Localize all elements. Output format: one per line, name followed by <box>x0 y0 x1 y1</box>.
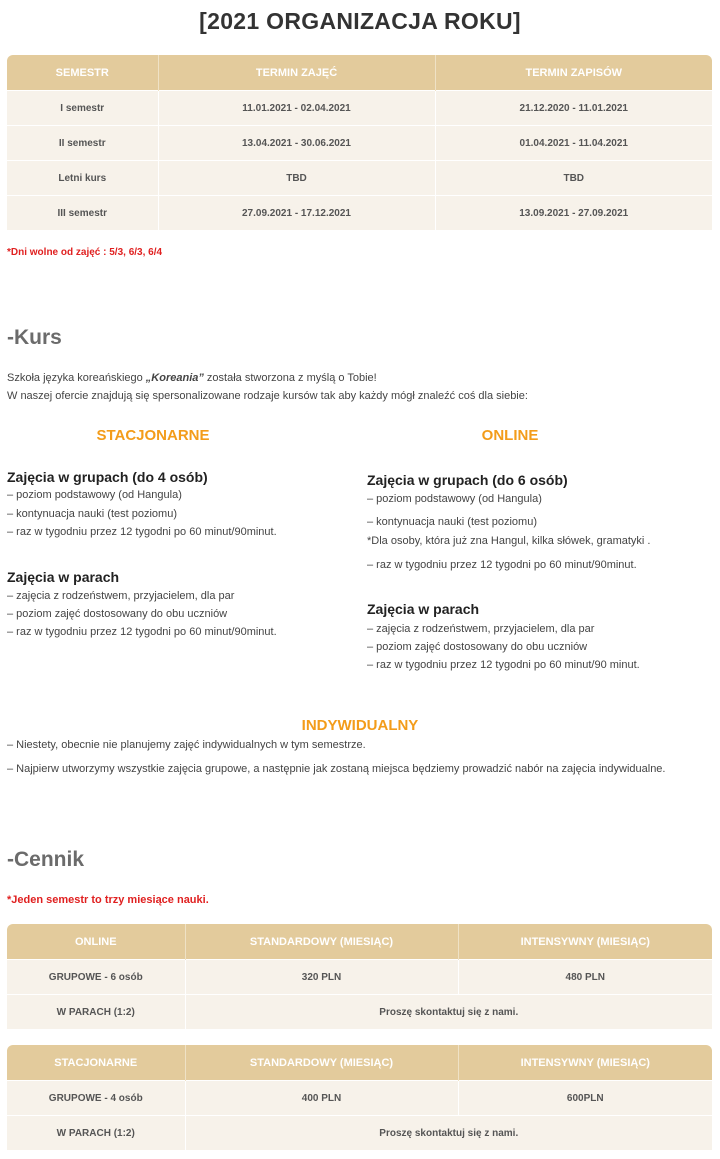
list-item: – Najpierw utworzymy wszystkie zajęcia grupowe, a następnie jak zostaną miejsca będziemy prowadzić nabór na zajęcia indywidualne. <box>7 763 666 775</box>
semester-note: *Jeden semestr to trzy miesiące nauki. <box>7 894 209 906</box>
section-heading-kurs: -Kurs <box>7 326 62 349</box>
online-pair-title: Zajęcia w parach <box>367 601 480 617</box>
intro-line-1 <box>7 372 377 384</box>
table-cell: GRUPOWE - 6 osób <box>7 960 185 995</box>
online-label: ONLINE <box>481 427 539 444</box>
table-cell: Letni kurs <box>7 161 158 196</box>
table-cell: Proszę skontaktuj się z nami. <box>185 995 712 1030</box>
list-item: – Niestety, obecnie nie planujemy zajęć indywidualnych w tym semestrze. <box>7 739 366 751</box>
list-item: – raz w tygodniu przez 12 tygodni po 60 minut/90minut. <box>7 626 277 638</box>
table-cell: 400 PLN <box>185 1081 458 1116</box>
individual-label: INDYWIDUALNY <box>301 717 419 734</box>
table-cell: Proszę skontaktuj się z nami. <box>185 1116 712 1151</box>
table-cell: 480 PLN <box>458 960 712 995</box>
list-item: – poziom podstawowy (od Hangula) <box>7 489 182 501</box>
stacjonarne-pair-title: Zajęcia w parach <box>7 569 120 585</box>
intro-text: Szkoła języka koreańskiego <box>7 372 146 384</box>
intro-text: została stworzona z myślą o Tobie! <box>203 372 377 384</box>
table-cell: 13.09.2021 - 27.09.2021 <box>435 196 712 231</box>
table-header: TERMIN ZAJĘĆ <box>158 55 435 91</box>
table-cell: 600PLN <box>458 1081 712 1116</box>
table-header: STANDARDOWY (MIESIĄC) <box>185 924 458 960</box>
table-row <box>7 1116 712 1151</box>
table-cell: II semestr <box>7 126 158 161</box>
table-cell: TBD <box>435 161 712 196</box>
stacjonarne-label: STACJONARNE <box>96 427 210 444</box>
list-item: – zajęcia z rodzeństwem, przyjacielem, dla par <box>7 590 235 602</box>
list-item: – poziom zajęć dostosowany do obu uczniów <box>367 641 588 653</box>
list-item: – raz w tygodniu przez 12 tygodni po 60 minut/90minut. <box>367 559 637 571</box>
table-cell: W PARACH (1:2) <box>7 1116 185 1151</box>
holidays-note: *Dni wolne od zajęć : 5/3, 6/3, 6/4 <box>7 247 163 258</box>
table-row <box>7 995 712 1030</box>
intro-line-2: W naszej ofercie znajdują się spersonalizowane rodzaje kursów tak aby każdy mógł znaleźć coś dla siebie: <box>7 390 528 402</box>
table-header: TERMIN ZAPISÓW <box>435 55 712 91</box>
table-row <box>7 161 712 196</box>
page-title: [2021 ORGANIZACJA ROKU] <box>199 8 521 34</box>
list-item: – kontynuacja nauki (test poziomu) <box>367 516 537 528</box>
schedule-table <box>7 55 712 230</box>
section-heading-cennik: -Cennik <box>7 848 85 871</box>
table-cell: TBD <box>158 161 435 196</box>
table-cell: 01.04.2021 - 11.04.2021 <box>435 126 712 161</box>
table-cell: 320 PLN <box>185 960 458 995</box>
price-table-online <box>7 924 712 1029</box>
table-cell: GRUPOWE - 4 osób <box>7 1081 185 1116</box>
table-cell: 13.04.2021 - 30.06.2021 <box>158 126 435 161</box>
stacjonarne-group-title: Zajęcia w grupach (do 4 osób) <box>7 469 208 485</box>
table-header: STACJONARNE <box>7 1045 185 1081</box>
table-header: SEMESTR <box>7 55 158 91</box>
table-row <box>7 1081 712 1116</box>
table-cell: I semestr <box>7 91 158 126</box>
table-row <box>7 196 712 231</box>
table-row <box>7 91 712 126</box>
table-header: ONLINE <box>7 924 185 960</box>
online-group-title: Zajęcia w grupach (do 6 osób) <box>367 472 568 488</box>
list-item: *Dla osoby, która już zna Hangul, kilka słówek, gramatyki . <box>367 535 651 547</box>
table-header: INTENSYWNY (MIESIĄC) <box>458 924 712 960</box>
list-item: – kontynuacja nauki (test poziomu) <box>7 508 177 520</box>
list-item: – poziom zajęć dostosowany do obu uczniów <box>7 608 228 620</box>
table-cell: 11.01.2021 - 02.04.2021 <box>158 91 435 126</box>
list-item: – raz w tygodniu przez 12 tygodni po 60 minut/90minut. <box>7 526 277 538</box>
table-header: STANDARDOWY (MIESIĄC) <box>185 1045 458 1081</box>
list-item: – raz w tygodniu przez 12 tygodni po 60 minut/90 minut. <box>367 659 640 671</box>
brand-name: „Koreania” <box>145 372 204 384</box>
table-cell: 27.09.2021 - 17.12.2021 <box>158 196 435 231</box>
table-cell: III semestr <box>7 196 158 231</box>
table-header: INTENSYWNY (MIESIĄC) <box>458 1045 712 1081</box>
table-row <box>7 126 712 161</box>
price-table-stacjonarne <box>7 1045 712 1150</box>
table-cell: W PARACH (1:2) <box>7 995 185 1030</box>
table-cell: 21.12.2020 - 11.01.2021 <box>435 91 712 126</box>
table-row <box>7 960 712 995</box>
list-item: – zajęcia z rodzeństwem, przyjacielem, dla par <box>367 623 595 635</box>
list-item: – poziom podstawowy (od Hangula) <box>367 493 542 505</box>
